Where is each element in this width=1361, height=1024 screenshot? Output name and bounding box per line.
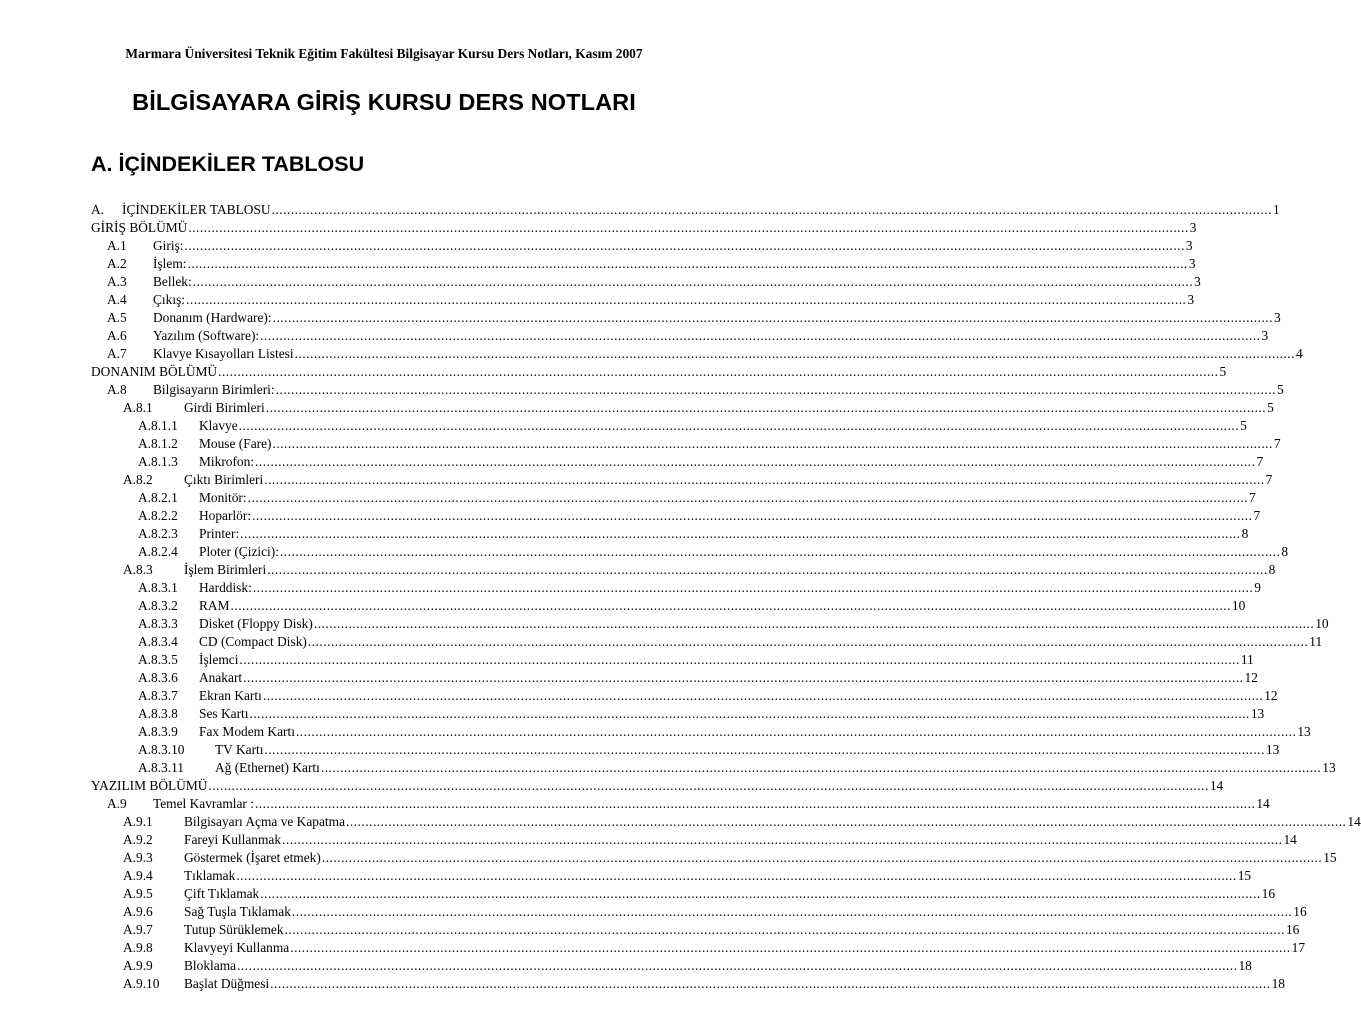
toc-dot-leader: .................................................................................................................................................................................................................................................................... bbox=[186, 292, 1187, 307]
toc-entry-page-number: 16 bbox=[1261, 886, 1276, 901]
toc-dot-leader: .................................................................................................................................................................................................................................................................... bbox=[307, 634, 1309, 649]
toc-entry-number: A.8.1.1 bbox=[138, 418, 178, 433]
section-title: A. İÇİNDEKİLER TABLOSU bbox=[91, 152, 365, 176]
toc-dot-leader: .................................................................................................................................................................................................................................................................... bbox=[237, 958, 1238, 973]
toc-entry-title: Bilgisayarın Birimleri: bbox=[153, 382, 275, 397]
toc-entry-number: A.8.2.2 bbox=[138, 508, 178, 523]
toc-entry-title: RAM bbox=[199, 598, 230, 613]
toc-entry bbox=[91, 471, 1273, 489]
toc-entry-number: A.8.3.9 bbox=[138, 724, 178, 739]
toc-entry bbox=[91, 795, 1270, 813]
toc-entry-page-number: 3 bbox=[1189, 220, 1197, 235]
toc-dot-leader: .................................................................................................................................................................................................................................................................... bbox=[192, 274, 1194, 289]
running-header: Marmara Üniversitesi Teknik Eğitim Fakültesi Bilgisayar Kursu Ders Notları, Kasım 2007 bbox=[125, 46, 643, 61]
toc-entry bbox=[91, 741, 1280, 759]
toc-entry-number: A.8.1.2 bbox=[138, 436, 178, 451]
toc-entry-page-number: 14 bbox=[1209, 778, 1224, 793]
toc-dot-leader: .................................................................................................................................................................................................................................................................... bbox=[267, 562, 1268, 577]
toc-dot-leader: .................................................................................................................................................................................................................................................................... bbox=[272, 310, 1273, 325]
toc-entry-page-number: 3 bbox=[1194, 274, 1201, 289]
toc-entry bbox=[91, 543, 1289, 561]
toc-entry-number: A.2 bbox=[107, 256, 127, 271]
toc-entry bbox=[91, 363, 1227, 381]
toc-entry bbox=[91, 219, 1197, 237]
toc-dot-leader: .................................................................................................................................................................................................................................................................... bbox=[272, 436, 1273, 451]
toc-dot-leader: .................................................................................................................................................................................................................................................................... bbox=[284, 922, 1285, 937]
toc-entry-title: Ekran Kartı bbox=[199, 688, 262, 703]
toc-entry-number: A.8.1.3 bbox=[138, 454, 178, 469]
toc-dot-leader: .................................................................................................................................................................................................................................................................... bbox=[252, 580, 1254, 595]
toc-entry-title: Klavye Kısayolları Listesi bbox=[153, 346, 294, 361]
toc-entry-page-number: 3 bbox=[1185, 238, 1193, 253]
toc-entry-title: Ses Kartı bbox=[199, 706, 249, 721]
toc-entry bbox=[91, 957, 1252, 975]
toc-dot-leader: .................................................................................................................................................................................................................................................................... bbox=[320, 760, 1322, 775]
toc-entry-page-number: 17 bbox=[1291, 940, 1306, 955]
toc-dot-leader: .................................................................................................................................................................................................................................................................... bbox=[262, 688, 1264, 703]
toc-entry bbox=[91, 885, 1276, 903]
toc-dot-leader: .................................................................................................................................................................................................................................................................... bbox=[243, 670, 1244, 685]
toc-dot-leader: .................................................................................................................................................................................................................................................................... bbox=[208, 778, 1209, 793]
toc-entry bbox=[91, 525, 1249, 543]
toc-entry-number: A.9.1 bbox=[123, 814, 153, 829]
toc-entry-number: A.8.3.2 bbox=[138, 598, 178, 613]
toc-entry-title: Çift Tıklamak bbox=[184, 886, 260, 901]
toc-entry-number: A.9 bbox=[107, 796, 127, 811]
toc-entry-number: A.5 bbox=[107, 310, 127, 325]
toc-entry-number: A.8.2.3 bbox=[138, 526, 178, 541]
toc-dot-leader: .................................................................................................................................................................................................................................................................... bbox=[270, 976, 1271, 991]
toc-entry-number: A.7 bbox=[107, 346, 127, 361]
toc-entry-number: A.1 bbox=[107, 238, 127, 253]
toc-entry bbox=[91, 417, 1247, 435]
toc-dot-leader: .................................................................................................................................................................................................................................................................... bbox=[275, 382, 1277, 397]
toc-dot-leader: .................................................................................................................................................................................................................................................................... bbox=[218, 364, 1219, 379]
toc-entry-number: A.9.5 bbox=[123, 886, 153, 901]
table-of-contents bbox=[91, 201, 1361, 993]
toc-entry bbox=[91, 597, 1246, 615]
toc-dot-leader: .................................................................................................................................................................................................................................................................... bbox=[265, 400, 1267, 415]
toc-entry bbox=[91, 345, 1303, 363]
toc-entry-number: A.8.2 bbox=[123, 472, 153, 487]
toc-dot-leader: .................................................................................................................................................................................................................................................................... bbox=[187, 256, 1188, 271]
toc-entry-page-number: 8 bbox=[1241, 526, 1249, 541]
toc-entry bbox=[91, 309, 1281, 327]
toc-entry-page-number: 7 bbox=[1256, 454, 1264, 469]
toc-entry-page-number: 10 bbox=[1231, 598, 1246, 613]
toc-entry-title: Tıklamak bbox=[184, 868, 236, 883]
toc-dot-leader: .................................................................................................................................................................................................................................................................... bbox=[321, 850, 1323, 865]
toc-entry-page-number: 7 bbox=[1273, 436, 1281, 451]
toc-dot-leader: .................................................................................................................................................................................................................................................................... bbox=[230, 598, 1231, 613]
toc-dot-leader: .................................................................................................................................................................................................................................................................... bbox=[264, 472, 1265, 487]
toc-entry-page-number: 11 bbox=[1240, 652, 1254, 667]
toc-dot-leader: .................................................................................................................................................................................................................................................................... bbox=[282, 832, 1283, 847]
toc-entry-number: A.9.4 bbox=[123, 868, 153, 883]
toc-entry-page-number: 14 bbox=[1283, 832, 1297, 847]
toc-entry-page-number: 13 bbox=[1265, 742, 1280, 757]
toc-entry-title: Mikrofon: bbox=[199, 454, 255, 469]
toc-dot-leader: .................................................................................................................................................................................................................................................................... bbox=[239, 652, 1240, 667]
toc-entry-title: İşlemci bbox=[199, 652, 239, 667]
toc-entry bbox=[91, 669, 1258, 687]
toc-entry-title: Printer: bbox=[199, 526, 240, 541]
toc-entry-page-number: 5 bbox=[1240, 418, 1247, 433]
toc-entry-title: Temel Kavramlar : bbox=[153, 796, 254, 811]
toc-entry-number: A.8.3.5 bbox=[138, 652, 178, 667]
toc-entry bbox=[91, 255, 1196, 273]
toc-entry-title: Bloklama bbox=[184, 958, 237, 973]
toc-entry-page-number: 4 bbox=[1295, 346, 1303, 361]
toc-entry-page-number: 7 bbox=[1249, 490, 1256, 505]
toc-entry-page-number: 5 bbox=[1219, 364, 1227, 379]
toc-entry bbox=[91, 327, 1269, 345]
toc-entry-title: Bilgisayarı Açma ve Kapatma bbox=[184, 814, 346, 829]
toc-entry bbox=[91, 831, 1297, 849]
document-title: BİLGİSAYARA GİRİŞ KURSU DERS NOTLARI bbox=[132, 89, 636, 115]
toc-entry-page-number: 18 bbox=[1238, 958, 1252, 973]
toc-entry-title: Sağ Tuşla Tıklamak bbox=[184, 904, 291, 919]
toc-dot-leader: .................................................................................................................................................................................................................................................................... bbox=[247, 490, 1249, 505]
toc-entry-title: Klavyeyi Kullanma bbox=[184, 940, 290, 955]
toc-dot-leader: .................................................................................................................................................................................................................................................................... bbox=[240, 526, 1241, 541]
toc-entry-page-number: 13 bbox=[1297, 724, 1311, 739]
toc-entry bbox=[91, 633, 1323, 651]
toc-dot-leader: .................................................................................................................................................................................................................................................................... bbox=[188, 220, 1189, 235]
toc-entry-title: Fareyi Kullanmak bbox=[184, 832, 282, 847]
toc-entry-number: A.8.2.1 bbox=[138, 490, 178, 505]
toc-dot-leader: .................................................................................................................................................................................................................................................................... bbox=[346, 814, 1347, 829]
toc-entry-number: A.8 bbox=[107, 382, 127, 397]
toc-dot-leader: .................................................................................................................................................................................................................................................................... bbox=[271, 202, 1272, 217]
toc-entry-title: Göstermek (İşaret etmek) bbox=[184, 850, 321, 865]
toc-entry-page-number: 12 bbox=[1244, 670, 1258, 685]
toc-entry-number: A.8.3.1 bbox=[138, 580, 178, 595]
toc-dot-leader: .................................................................................................................................................................................................................................................................... bbox=[184, 238, 1185, 253]
toc-entry bbox=[91, 975, 1285, 993]
toc-entry bbox=[91, 867, 1252, 885]
toc-entry bbox=[91, 399, 1274, 417]
toc-entry-title: Monitör: bbox=[199, 490, 247, 505]
toc-entry-title: Mouse (Fare) bbox=[199, 436, 272, 451]
toc-entry-title: Tutup Sürüklemek bbox=[184, 922, 284, 937]
toc-entry-page-number: 15 bbox=[1237, 868, 1252, 883]
toc-entry-number: A.9.9 bbox=[123, 958, 153, 973]
toc-entry-number: A.8.3 bbox=[123, 562, 153, 577]
toc-entry-number: A.9.6 bbox=[123, 904, 153, 919]
toc-entry bbox=[91, 939, 1306, 957]
toc-entry-page-number: 11 bbox=[1309, 634, 1323, 649]
toc-entry-title: Fax Modem Kartı bbox=[199, 724, 295, 739]
toc-entry-page-number: 5 bbox=[1267, 400, 1274, 415]
toc-entry-page-number: 7 bbox=[1265, 472, 1273, 487]
toc-entry-number: A.8.3.6 bbox=[138, 670, 178, 685]
toc-dot-leader: .................................................................................................................................................................................................................................................................... bbox=[291, 904, 1293, 919]
toc-entry bbox=[91, 723, 1311, 741]
toc-entry bbox=[91, 921, 1300, 939]
toc-entry bbox=[91, 453, 1264, 471]
toc-entry bbox=[91, 903, 1307, 921]
toc-entry-title: YAZILIM BÖLÜMÜ bbox=[91, 778, 208, 793]
toc-dot-leader: .................................................................................................................................................................................................................................................................... bbox=[260, 328, 1261, 343]
toc-entry-title: TV Kartı bbox=[215, 742, 264, 757]
toc-entry-page-number: 15 bbox=[1323, 850, 1337, 865]
toc-entry-page-number: 14 bbox=[1256, 796, 1270, 811]
toc-dot-leader: .................................................................................................................................................................................................................................................................... bbox=[313, 616, 1315, 631]
toc-entry-page-number: 10 bbox=[1315, 616, 1329, 631]
toc-entry bbox=[91, 237, 1193, 255]
toc-entry-page-number: 13 bbox=[1322, 760, 1336, 775]
toc-entry bbox=[91, 381, 1284, 399]
toc-entry-number: A.9.10 bbox=[123, 976, 160, 991]
toc-entry-page-number: 12 bbox=[1264, 688, 1278, 703]
toc-dot-leader: .................................................................................................................................................................................................................................................................... bbox=[279, 544, 1281, 559]
toc-dot-leader: .................................................................................................................................................................................................................................................................... bbox=[249, 706, 1250, 721]
toc-entry bbox=[91, 651, 1254, 669]
toc-entry-title: Çıkış: bbox=[153, 292, 185, 307]
toc-entry-page-number: 3 bbox=[1261, 328, 1269, 343]
toc-entry-title: Yazılım (Software): bbox=[153, 328, 260, 343]
toc-entry bbox=[91, 489, 1256, 507]
toc-entry bbox=[91, 759, 1336, 777]
toc-dot-leader: .................................................................................................................................................................................................................................................................... bbox=[290, 940, 1291, 955]
toc-entry bbox=[91, 273, 1201, 291]
toc-dot-leader: .................................................................................................................................................................................................................................................................... bbox=[295, 724, 1297, 739]
toc-entry bbox=[91, 849, 1337, 867]
toc-dot-leader: .................................................................................................................................................................................................................................................................... bbox=[294, 346, 1295, 361]
toc-entry-number: A.8.2.4 bbox=[138, 544, 178, 559]
toc-entry-title: Hoparlör: bbox=[199, 508, 252, 523]
toc-entry-title: İşlem Birimleri bbox=[184, 562, 267, 577]
toc-entry-page-number: 3 bbox=[1187, 292, 1195, 307]
toc-entry-number: A.9.7 bbox=[123, 922, 153, 937]
toc-entry-title: Başlat Düğmesi bbox=[184, 976, 270, 991]
toc-dot-leader: .................................................................................................................................................................................................................................................................... bbox=[260, 886, 1261, 901]
toc-dot-leader: .................................................................................................................................................................................................................................................................... bbox=[264, 742, 1265, 757]
toc-entry-title: Ağ (Ethernet) Kartı bbox=[215, 760, 320, 775]
toc-entry-title: Ploter (Çizici): bbox=[199, 544, 279, 559]
toc-entry-page-number: 8 bbox=[1281, 544, 1289, 559]
toc-entry-page-number: 8 bbox=[1268, 562, 1276, 577]
toc-dot-leader: .................................................................................................................................................................................................................................................................... bbox=[236, 868, 1237, 883]
toc-entry-page-number: 7 bbox=[1253, 508, 1261, 523]
toc-entry bbox=[91, 687, 1278, 705]
toc-entry-title: Donanım (Hardware): bbox=[153, 310, 272, 325]
toc-entry-page-number: 3 bbox=[1274, 310, 1281, 325]
toc-entry-number: A.6 bbox=[107, 328, 127, 343]
toc-entry bbox=[91, 615, 1329, 633]
toc-entry-title: İÇİNDEKİLER TABLOSU bbox=[122, 202, 271, 217]
toc-entry-number: A.8.3.11 bbox=[138, 760, 184, 775]
toc-entry bbox=[91, 435, 1281, 453]
toc-entry-number: A.8.3.10 bbox=[138, 742, 185, 757]
toc-dot-leader: .................................................................................................................................................................................................................................................................... bbox=[254, 796, 1256, 811]
toc-entry-title: DONANIM BÖLÜMÜ bbox=[91, 364, 218, 379]
toc-entry-title: Girdi Birimleri bbox=[184, 400, 265, 415]
toc-entry-title: Bellek: bbox=[153, 274, 192, 289]
toc-entry-number: A. bbox=[91, 202, 105, 217]
toc-entry-title: CD (Compact Disk) bbox=[199, 634, 307, 649]
toc-entry-number: A.4 bbox=[107, 292, 127, 307]
toc-entry-page-number: 3 bbox=[1188, 256, 1196, 271]
toc-entry-page-number: 13 bbox=[1250, 706, 1265, 721]
toc-entry bbox=[91, 291, 1195, 309]
toc-entry-title: Giriş: bbox=[153, 238, 184, 253]
toc-entry-number: A.9.2 bbox=[123, 832, 153, 847]
toc-entry-title: Klavye bbox=[199, 418, 238, 433]
toc-entry-title: Anakart bbox=[199, 670, 243, 685]
toc-entry-number: A.8.3.7 bbox=[138, 688, 178, 703]
toc-entry-page-number: 1 bbox=[1272, 202, 1280, 217]
toc-entry-page-number: 16 bbox=[1293, 904, 1307, 919]
toc-entry-number: A.9.8 bbox=[123, 940, 153, 955]
toc-entry-title: GİRİŞ BÖLÜMÜ bbox=[91, 220, 188, 235]
toc-entry bbox=[91, 507, 1261, 525]
toc-entry bbox=[91, 777, 1224, 795]
toc-dot-leader: .................................................................................................................................................................................................................................................................... bbox=[252, 508, 1253, 523]
toc-entry-title: İşlem: bbox=[153, 256, 187, 271]
toc-entry-number: A.8.3.4 bbox=[138, 634, 178, 649]
toc-entry-title: Harddisk: bbox=[199, 580, 252, 595]
toc-entry-page-number: 18 bbox=[1271, 976, 1285, 991]
toc-entry-number: A.8.3.3 bbox=[138, 616, 178, 631]
toc-dot-leader: .................................................................................................................................................................................................................................................................... bbox=[255, 454, 1256, 469]
toc-entry bbox=[91, 201, 1280, 219]
toc-entry bbox=[91, 705, 1265, 723]
toc-entry-number: A.8.3.8 bbox=[138, 706, 178, 721]
toc-entry-page-number: 5 bbox=[1277, 382, 1284, 397]
toc-entry-page-number: 9 bbox=[1254, 580, 1261, 595]
toc-entry-title: Çıktı Birimleri bbox=[184, 472, 264, 487]
toc-entry-number: A.9.3 bbox=[123, 850, 153, 865]
toc-dot-leader: .................................................................................................................................................................................................................................................................... bbox=[238, 418, 1240, 433]
toc-entry bbox=[91, 561, 1276, 579]
toc-entry-page-number: 16 bbox=[1285, 922, 1300, 937]
toc-entry bbox=[91, 579, 1261, 597]
toc-entry-number: A.3 bbox=[107, 274, 127, 289]
toc-entry bbox=[91, 813, 1361, 831]
toc-entry-title: Disket (Floppy Disk) bbox=[199, 616, 313, 631]
toc-entry-page-number: 14 bbox=[1347, 814, 1361, 829]
toc-entry-number: A.8.1 bbox=[123, 400, 153, 415]
